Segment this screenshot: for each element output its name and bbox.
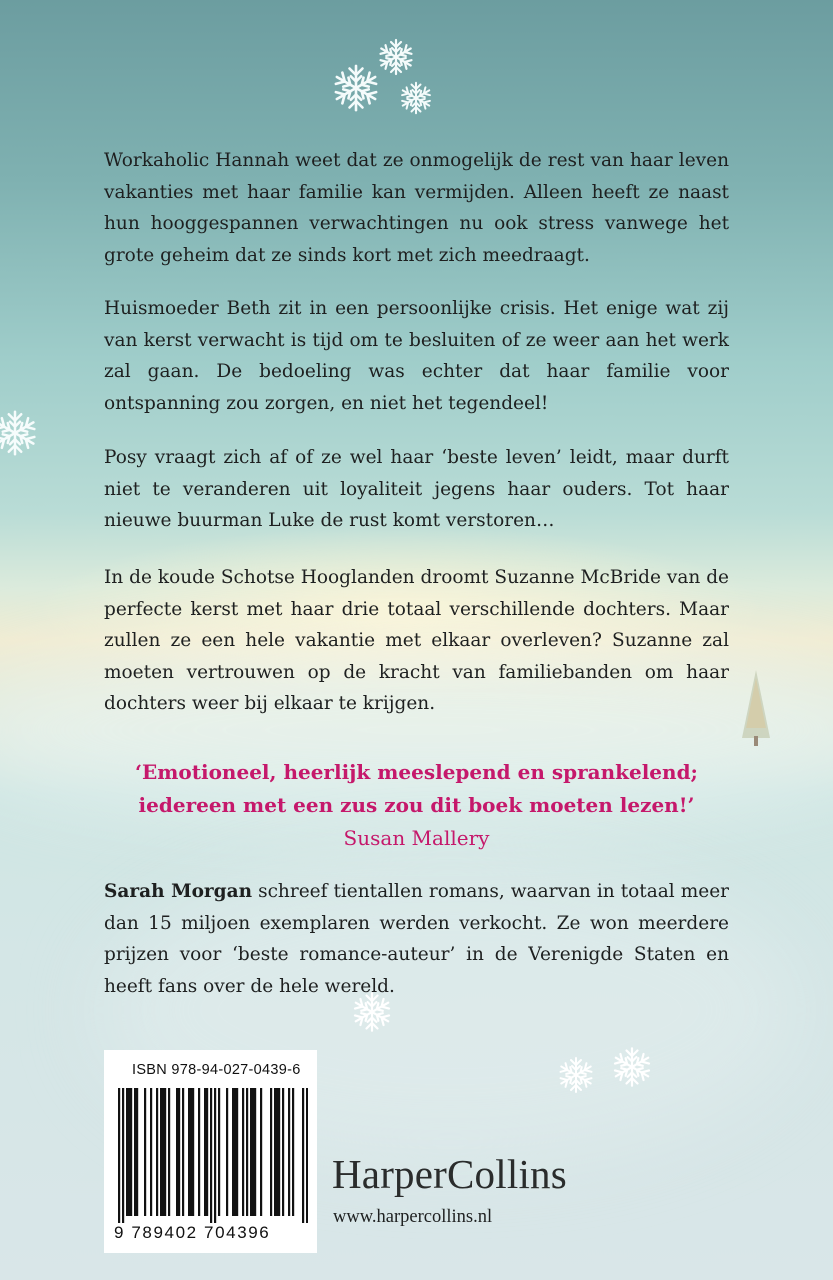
barcode-bar bbox=[274, 1088, 276, 1216]
barcode-bar bbox=[198, 1088, 200, 1216]
barcode-bar bbox=[130, 1088, 132, 1216]
barcode-bar bbox=[254, 1088, 256, 1216]
author-name: Sarah Morgan bbox=[104, 881, 253, 902]
barcode-bar bbox=[176, 1088, 178, 1216]
barcode-bar bbox=[182, 1088, 184, 1216]
barcode-bar bbox=[292, 1088, 294, 1216]
barcode-bar bbox=[214, 1088, 216, 1226]
barcode-bar bbox=[164, 1088, 166, 1216]
author-bio bbox=[104, 876, 729, 1002]
barcode-bar bbox=[232, 1088, 234, 1216]
barcode-bar bbox=[234, 1088, 236, 1216]
barcode-bar bbox=[128, 1088, 130, 1216]
barcode-bar bbox=[260, 1088, 262, 1216]
barcode-bar bbox=[302, 1088, 304, 1226]
quote-author: Susan Mallery bbox=[343, 826, 490, 850]
barcode-icon bbox=[118, 1088, 308, 1226]
barcode-bar bbox=[136, 1088, 138, 1216]
barcode-bar bbox=[150, 1088, 152, 1216]
barcode-bar bbox=[276, 1088, 278, 1216]
barcode-bar bbox=[190, 1088, 192, 1216]
barcode-bar bbox=[218, 1088, 220, 1216]
barcode-bar bbox=[122, 1088, 124, 1226]
barcode-bar bbox=[288, 1088, 290, 1216]
barcode-bar bbox=[306, 1088, 308, 1226]
barcode-bar bbox=[270, 1088, 272, 1216]
quote-line: ‘Emotioneel, heerlijk meeslepend en sprankelend; bbox=[135, 760, 698, 784]
snowflake-icon bbox=[556, 1055, 596, 1095]
barcode-bar bbox=[162, 1088, 164, 1216]
barcode-bar bbox=[156, 1088, 158, 1216]
barcode-bar bbox=[246, 1088, 248, 1216]
quote-line: iedereen met een zus zou dit boek moeten lezen!’ bbox=[138, 793, 695, 817]
barcode-box bbox=[104, 1050, 317, 1253]
barcode-bar bbox=[242, 1088, 244, 1216]
review-quote bbox=[104, 756, 729, 855]
snowflake-icon bbox=[610, 1045, 654, 1089]
snowflake-icon bbox=[376, 37, 416, 77]
blurb-paragraph-posy: Posy vraagt zich af of ze wel haar ‘beste leven’ leidt, maar durft niet te veranderen uit loyaliteit jegens haar ouders. Tot haar nieuwe buurman Luke de rust komt verstoren… bbox=[104, 447, 729, 531]
barcode-bar bbox=[168, 1088, 170, 1216]
blurb-paragraph-hannah: Workaholic Hannah weet dat ze onmogelijk de rest van haar leven vakanties met haar familie kan vermijden. Alleen heeft ze naast hun hooggespannen verwachtingen nu ook stress vanwege het grote geheim dat ze sinds kort met zich meedraagt. bbox=[104, 150, 729, 266]
barcode-bar bbox=[192, 1088, 194, 1216]
barcode-bar bbox=[278, 1088, 280, 1216]
barcode-bar bbox=[204, 1088, 206, 1216]
barcode-bar bbox=[118, 1088, 120, 1226]
barcode-bar bbox=[250, 1088, 252, 1216]
barcode-bar bbox=[160, 1088, 162, 1216]
barcode-bar bbox=[210, 1088, 212, 1226]
barcode-bar bbox=[188, 1088, 190, 1216]
barcode-bar bbox=[134, 1088, 136, 1216]
barcode-bar bbox=[144, 1088, 146, 1216]
barcode-digits: 9 789402 704396 bbox=[114, 1223, 310, 1243]
blurb-paragraph-suzanne: In de koude Schotse Hooglanden droomt Suzanne McBride van de perfecte kerst met haar drie totaal verschillende dochters. Maar zullen ze een hele vakantie met elkaar overleven? Suzanne zal moeten vertrouwen op de kracht van familiebanden om haar dochters weer bij elkaar te krijgen. bbox=[104, 567, 729, 714]
snowflake-icon bbox=[330, 62, 382, 114]
publisher-logo: HarperCollins bbox=[332, 1151, 567, 1197]
barcode-bar bbox=[226, 1088, 228, 1216]
blurb-paragraph-beth: Huismoeder Beth zit in een persoonlijke crisis. Het enige wat zij van kerst verwacht is tijd om te besluiten of ze weer aan het werk zal gaan. De bedoeling was echter dat haar familie voor ontspanning zou zorgen, en niet het tegendeel! bbox=[104, 298, 729, 414]
barcode-bar bbox=[252, 1088, 254, 1216]
snowflake-icon bbox=[398, 80, 434, 116]
barcode-bar bbox=[206, 1088, 208, 1216]
tree-icon bbox=[736, 668, 776, 750]
publisher-website: www.harpercollins.nl bbox=[333, 1207, 493, 1227]
barcode-bar bbox=[178, 1088, 180, 1216]
isbn-label: ISBN 978-94-027-0439-6 bbox=[132, 1062, 301, 1078]
barcode-bar bbox=[236, 1088, 238, 1216]
barcode-bar bbox=[126, 1088, 128, 1216]
snowflake-icon bbox=[0, 408, 40, 458]
barcode-bar bbox=[282, 1088, 284, 1216]
author-bio-text: schreef tientallen romans, waarvan in totaal meer dan 15 miljoen exemplaren werden verkocht. Ze won meerdere prijzen voor ‘beste romance-auteur’ in de Verenigde Staten en heeft fans over de hele wereld. bbox=[104, 881, 730, 997]
